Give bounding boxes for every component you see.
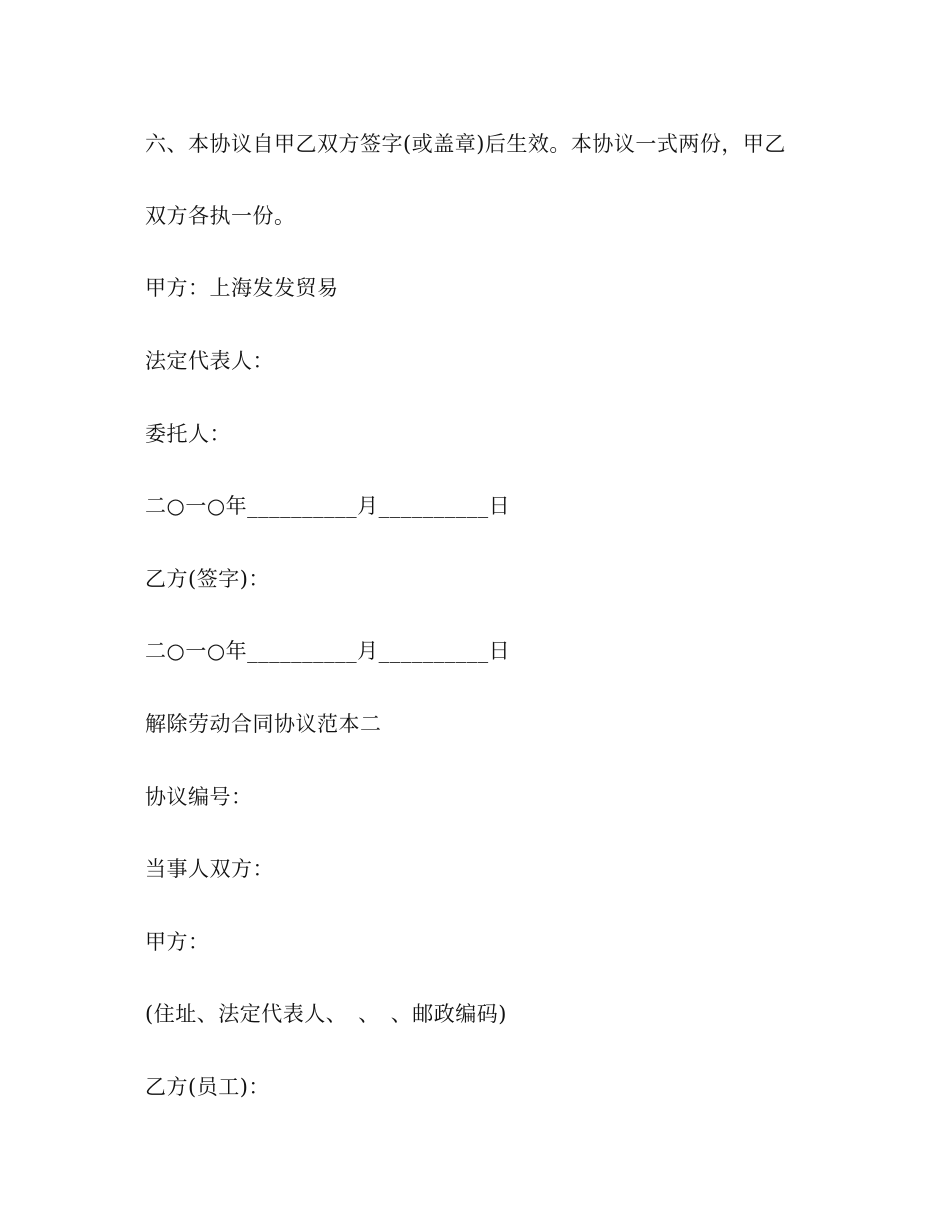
- clause-six-line-2: 双方各执一份。: [145, 204, 296, 228]
- party-b-employee-label: 乙方(员工)：: [145, 1075, 270, 1099]
- party-a-label: 甲方：: [145, 930, 210, 954]
- parties-label: 当事人双方：: [145, 857, 274, 881]
- section-title: 解除劳动合同协议范本二: [145, 712, 382, 736]
- agreement-number-label: 协议编号：: [145, 785, 253, 809]
- entrusted-person-label: 委托人：: [145, 422, 231, 446]
- party-a-name: 甲方：上海发发贸易: [145, 276, 339, 300]
- clause-six-line-1: 六、本协议自甲乙双方签字(或盖章)后生效。本协议一式两份，甲乙: [145, 132, 786, 156]
- party-a-date-line: 二○一○年__________月__________日: [145, 494, 511, 518]
- party-a-details-note: (住址、法定代表人、 、 、邮政编码): [145, 1002, 507, 1026]
- party-b-date-line: 二○一○年__________月__________日: [145, 639, 511, 663]
- party-b-signature-label: 乙方(签字)：: [145, 567, 270, 591]
- legal-representative-label: 法定代表人：: [145, 349, 274, 373]
